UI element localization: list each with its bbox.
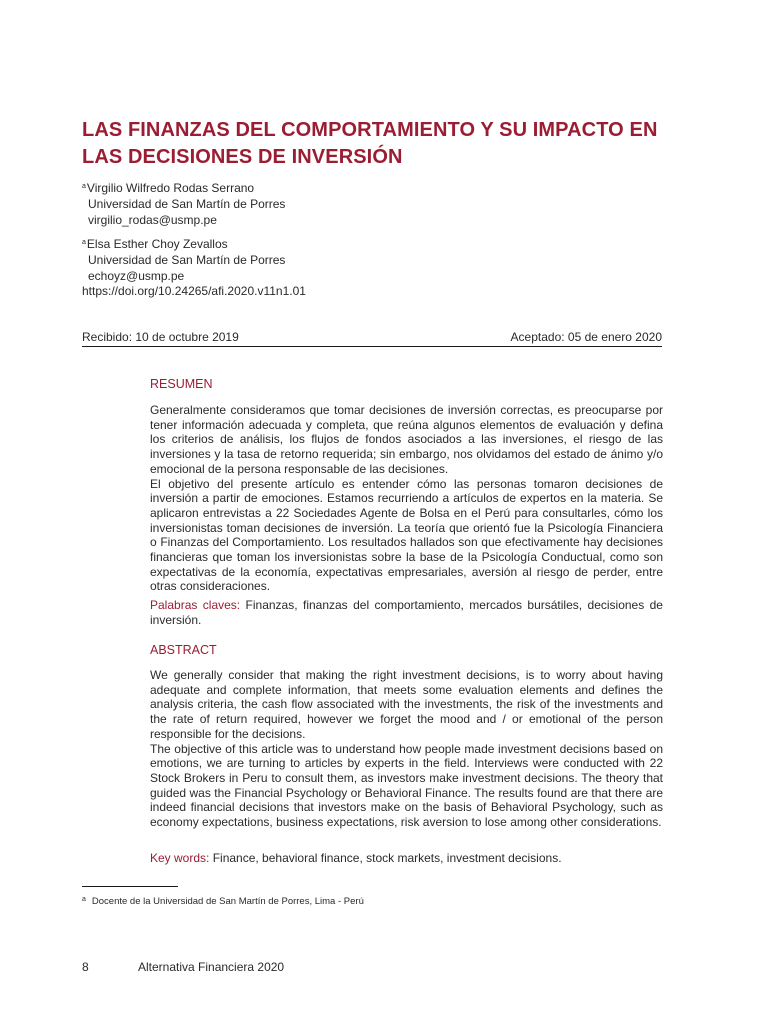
resumen-heading: RESUMEN [150, 377, 213, 391]
dates-divider [82, 346, 662, 347]
abstract-heading: ABSTRACT [150, 643, 217, 657]
journal-name: Alternativa Financiera 2020 [138, 960, 285, 974]
abstract-paragraph-1: We generally consider that making the right investment decisions, is to worry about having adequate and complete information, that meets some evaluation elements and defines the analysis criteria, the cash flow associated with the investments, the risk of the investments and the rate of return required, however we forget the mood and / or emotional of the person responsible for the decisions. [150, 668, 663, 741]
abstract-body [150, 668, 663, 830]
received-date: Recibido: 10 de octubre 2019 [82, 330, 239, 344]
resumen-body [150, 403, 663, 594]
footnote-text: Docente de la Universidad de San Martín de Porres, Lima - Perú [91, 896, 364, 907]
article-title [82, 117, 682, 171]
footnote-divider [82, 886, 178, 887]
author-1-email[interactable]: virgilio_rodas@usmp.pe [88, 213, 217, 227]
author-2-mark: a [82, 239, 86, 246]
footnote-mark: a [82, 896, 86, 903]
title-line-1: LAS FINANZAS DEL COMPORTAMIENTO Y SU IMPACTO EN [82, 119, 658, 141]
author-2-affiliation: Universidad de San Martín de Porres [88, 253, 286, 267]
resumen-paragraph-1: Generalmente consideramos que tomar decisiones de inversión correctas, es preocuparse por tener información adecuada y completa, que reúna algunos elementos de evaluación y defina los criterios de análisis, los flujos de fondos asociados a las inversiones, el riesgo de las inversiones y la tasa de retorno requerida; sin embargo, nos olvidamos del estado de ánimo y/o emocional de la persona responsable de las decisiones. [150, 403, 663, 476]
author-1 [82, 179, 285, 228]
author-1-name: Virgilio Wilfredo Rodas Serrano [86, 181, 255, 195]
title-line-2: LAS DECISIONES DE INVERSIÓN [82, 146, 403, 168]
author-1-mark: a [82, 183, 86, 190]
author-2 [82, 235, 285, 284]
abstract-paragraph-2: The objective of this article was to understand how people made investment decisions based on emotions, we are turning to articles by experts in the field. Interviews were conducted with 22 Stock Brokers in Peru to consult them, as investors make investment decisions. The theory that guided was the Financial Psychology or Behavioral Finance. The results found are that there are indeed financial decisions that investors make on the basis of Behavioral Psychology, such as economy expectations, business expectations, risk aversion to lose among other considerations. [150, 741, 663, 830]
key-words [150, 851, 663, 866]
page-number: 8 [82, 960, 89, 974]
key-words-text: Finance, behavioral finance, stock markets, investment decisions. [209, 851, 562, 865]
palabras-claves-text: Finanzas, finanzas del comportamiento, mercados bursátiles, decisiones de inversión. [150, 598, 663, 627]
author-1-affiliation: Universidad de San Martín de Porres [88, 197, 286, 211]
resumen-paragraph-2: El objetivo del presente artículo es entender cómo las personas tomaron decisiones de inversión a partir de emociones. Estamos recurriendo a artículos de expertos en la materia. Se aplicaron entrevistas a 22 Sociedades Agente de Bolsa en el Perú para consultarles, cómo los inversionistas toman decisiones de inversión. La teoría que orientó fue la Psicología Financiera o Finanzas del Comportamiento. Los resultados hallados son que efectivamente hay decisiones financieras que toman los inversionistas sobre la base de la Psicología Conductual, como son expectativas de la economía, expectativas empresariales, aversión al riesgo de perder, entre otras consideraciones. [150, 476, 663, 594]
dates-row [82, 330, 662, 346]
palabras-claves-label: Palabras claves: [150, 598, 241, 612]
author-2-name: Elsa Esther Choy Zevallos [86, 237, 228, 251]
doi-link[interactable]: https://doi.org/10.24265/afi.2020.v11n1.01 [82, 284, 306, 298]
palabras-claves [150, 598, 663, 627]
footnote [82, 896, 364, 907]
key-words-label: Key words: [150, 851, 210, 865]
accepted-date: Aceptado: 05 de enero 2020 [510, 330, 662, 344]
author-block [82, 179, 285, 291]
author-2-email[interactable]: echoyz@usmp.pe [88, 269, 185, 283]
